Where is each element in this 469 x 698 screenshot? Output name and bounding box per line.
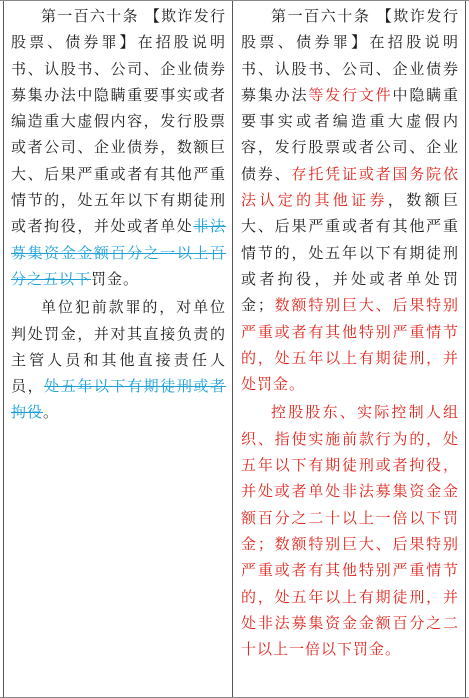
amended-text-column	[234, 1, 466, 697]
deleted-text: 非法募集资金金额百分之一以上百分之五以下	[11, 217, 226, 288]
plain-text: 。	[43, 403, 60, 422]
plain-text: ，数额巨大、后果严重或者有其他严重情节的，处五年以下有期徒刑或者拘役，并处或者单处罚金；	[241, 191, 459, 315]
plain-text: 中隐瞒重要事实或者编造重大虚假内容，发行股票或者公司、企业债券、	[241, 85, 459, 183]
deleted-text: 处五年以下有期徒刑或者拘役	[11, 377, 226, 422]
added-text: 存托凭证或者国务院依法认定的其他证券	[241, 164, 459, 210]
plain-text: 罚金。	[91, 269, 140, 288]
original-text-column	[3, 1, 233, 697]
original-paragraph-2	[4, 292, 232, 425]
amended-paragraph-1	[234, 1, 465, 397]
plain-text: 第一百六十条 【欺诈发行股票、债券罪】在招股说明书、认股书、公司、企业债券募集办法中隐瞒重要事实或者编造重大虚假内容，发行股票或者公司、企业债券，数额巨大、后果严重或者有其他严重情节的，处五年以下有期徒刑或者拘役，并处或者单处	[11, 7, 226, 236]
added-text: 控股股东、实际控制人组织、指使实施前款行为的，处五年以下有期徒刑或者拘役，并处或者单处非法募集资金金额百分之二十以上一倍以下罚金；数额特别巨大、后果特别严重或者有其他特别严重情节的，处五年以上有期徒刑，并处非法募集资金金额百分之二十以上一倍以下罚金。	[241, 403, 459, 659]
added-text: 等发行文件	[308, 85, 393, 104]
plain-text: 单位犯前款罪的，对单位判处罚金，并对其直接负责的主管人员和其他直接责任人员，	[11, 298, 226, 396]
added-text: 数额特别巨大、后果特别严重或者有其他特别严重情节的，处五年以上有期徒刑，并处罚金。	[241, 296, 459, 394]
original-paragraph-1	[4, 1, 232, 292]
amended-paragraph-2	[234, 397, 465, 662]
plain-text: 第一百六十条 【欺诈发行股票、债券罪】在招股说明书、认股书、公司、企业债券募集办法	[241, 7, 459, 104]
